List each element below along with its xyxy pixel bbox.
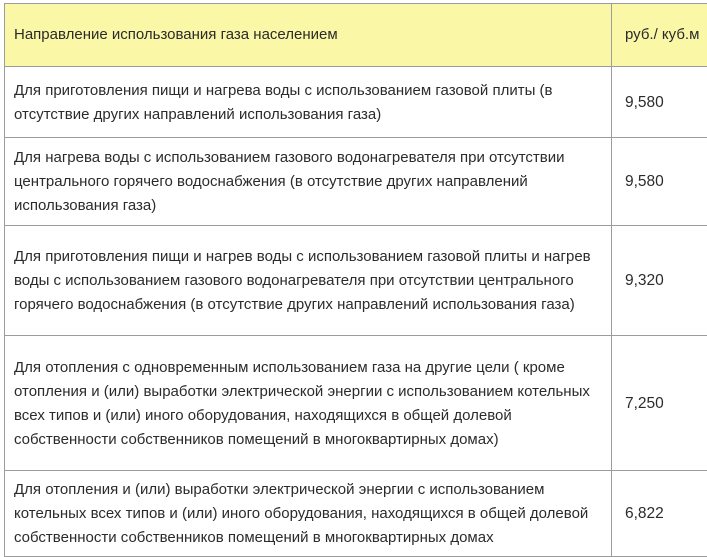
table-row — [5, 138, 707, 226]
table-row — [5, 226, 707, 336]
row-price: 9,580 — [612, 67, 707, 138]
row-direction: Для отопления и (или) выработки электрической энергии с использованием котельных всех типов и (или) иного оборудования, находящихся в общей долевой собственности собственников помещений в многоквартирных домах — [5, 471, 612, 557]
row-price: 6,822 — [612, 471, 707, 557]
header-direction: Направление использования газа населением — [5, 4, 612, 67]
table-row — [5, 67, 707, 138]
row-direction: Для нагрева воды с использованием газового водонагревателя при отсутствии центрального горячего водоснабжения (в отсутствие других направлений использования газа) — [5, 138, 612, 226]
row-price: 9,580 — [612, 138, 707, 226]
gas-tariff-table — [4, 3, 707, 557]
table-row — [5, 336, 707, 471]
row-direction: Для приготовления пищи и нагрева воды с использованием газовой плиты (в отсутствие других направлений использования газа) — [5, 67, 612, 138]
row-price: 9,320 — [612, 226, 707, 336]
table-body — [5, 67, 707, 557]
table-row — [5, 471, 707, 557]
header-unit: руб./ куб.м — [612, 4, 707, 67]
row-direction: Для отопления с одновременным использованием газа на другие цели ( кроме отопления и (или) выработки электрической энергии с использованием котельных всех типов и (или) иного оборудования, находящихся в общей долевой собственности собственников помещений в многоквартирных домах) — [5, 336, 612, 471]
table-header — [5, 4, 707, 67]
table-header-row — [5, 4, 707, 67]
row-direction: Для приготовления пищи и нагрев воды с использованием газовой плиты и нагрев воды с использованием газового водонагревателя при отсутствии центрального горячего водоснабжения (в отсутствие других направлений использования газа) — [5, 226, 612, 336]
row-price: 7,250 — [612, 336, 707, 471]
